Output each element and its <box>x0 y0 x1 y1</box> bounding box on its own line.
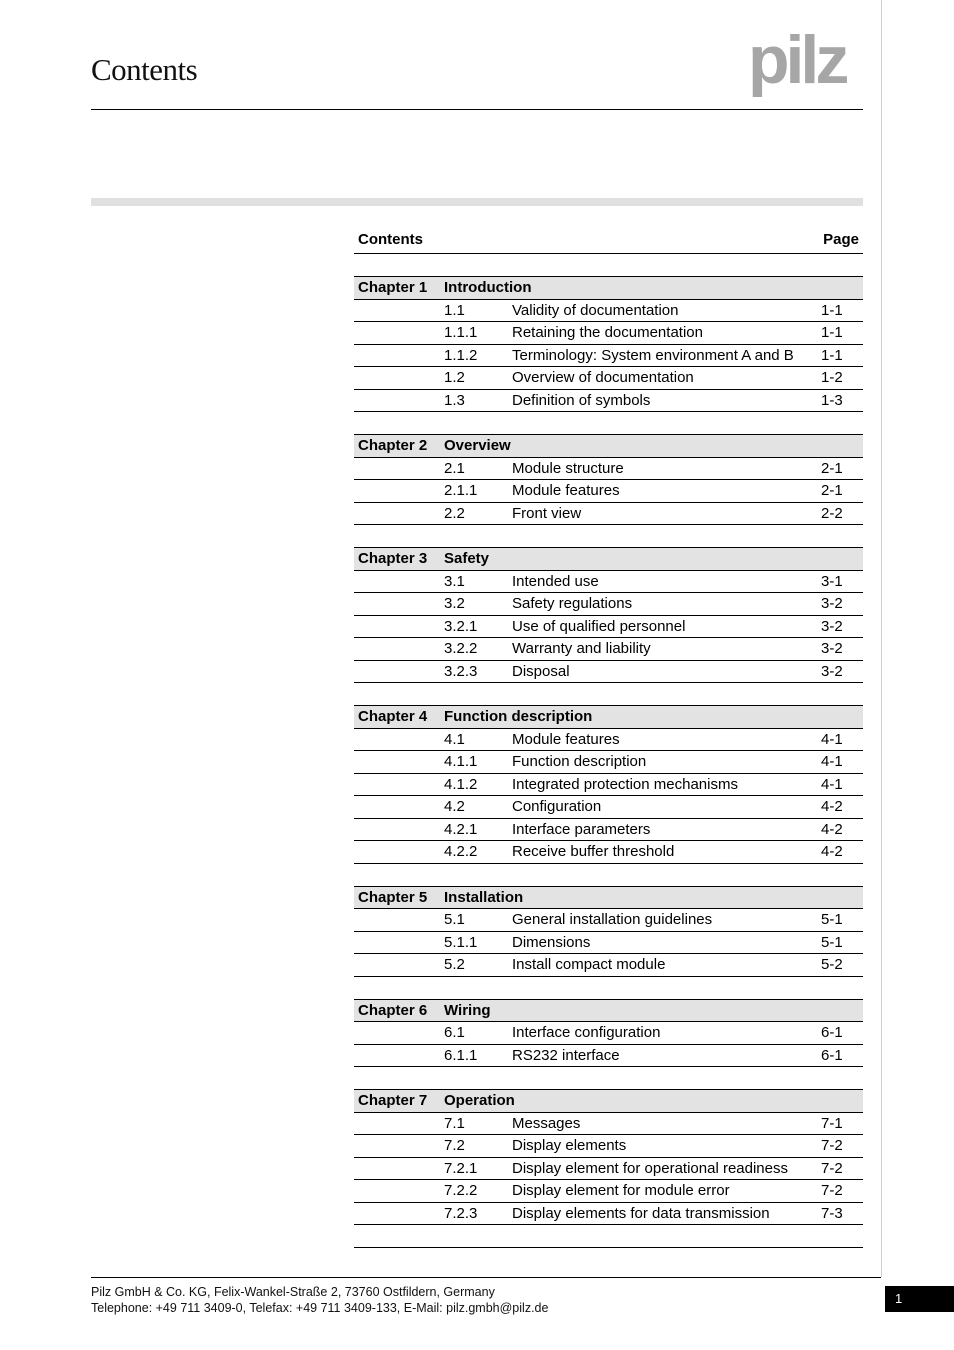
section-number: 2.1.1 <box>444 482 478 499</box>
section-number: 3.2 <box>444 595 465 612</box>
toc-heading: Contents <box>358 231 423 248</box>
section-page: 2-1 <box>821 459 843 477</box>
section-title: Retaining the documentation <box>512 324 703 341</box>
pilz-logo: pilz <box>748 22 846 98</box>
toc-entry-row[interactable] <box>354 954 863 977</box>
section-page: 7-2 <box>821 1137 843 1154</box>
toc-page-heading: Page <box>823 231 859 248</box>
section-number: 1.1 <box>444 301 465 319</box>
section-page: 5-1 <box>821 933 843 951</box>
toc-chapter-row[interactable] <box>354 435 863 458</box>
section-number: 3.2.2 <box>444 640 478 657</box>
toc-chapter-row[interactable] <box>354 277 863 300</box>
section-page: 1-3 <box>821 391 843 409</box>
section-title: Integrated protection mechanisms <box>512 775 738 793</box>
section-page: 1-1 <box>821 324 843 341</box>
right-margin-line <box>881 0 882 1277</box>
toc-entry-row[interactable] <box>354 345 863 368</box>
section-title: General installation guidelines <box>512 911 713 928</box>
toc-entry-row[interactable] <box>354 480 863 503</box>
toc-entry-row[interactable] <box>354 729 863 752</box>
chapter-title: Overview <box>444 437 511 454</box>
section-title: RS232 interface <box>512 1046 620 1064</box>
section-page: 1-2 <box>821 369 843 386</box>
section-page: 7-1 <box>821 1114 843 1132</box>
section-page: 1-1 <box>821 346 843 364</box>
toc-spacer <box>354 525 863 548</box>
section-title: Terminology: System environment A and B <box>512 346 794 364</box>
toc-entry-row[interactable] <box>354 1203 863 1226</box>
toc-entry-row[interactable] <box>354 751 863 774</box>
section-number: 3.2.1 <box>444 617 478 635</box>
section-title: Front view <box>512 504 582 522</box>
section-number: 5.2 <box>444 956 465 973</box>
toc-spacer <box>354 683 863 706</box>
toc-entry-row[interactable] <box>354 1180 863 1203</box>
section-number: 1.1.2 <box>444 346 478 364</box>
section-title: Module features <box>512 482 620 499</box>
toc-entry-row[interactable] <box>354 1158 863 1181</box>
section-title: Dimensions <box>512 933 591 951</box>
section-page: 3-2 <box>821 595 843 612</box>
section-title: Safety regulations <box>512 595 633 612</box>
toc-entry-row[interactable] <box>354 571 863 594</box>
section-number: 2.2 <box>444 504 465 522</box>
chapter-label: Chapter 1 <box>358 279 428 296</box>
toc-entry-row[interactable] <box>354 638 863 661</box>
section-page: 4-2 <box>821 798 843 815</box>
section-number: 3.1 <box>444 572 465 590</box>
section-number: 6.1.1 <box>444 1046 478 1064</box>
section-title: Install compact module <box>512 956 666 973</box>
chapter-label: Chapter 3 <box>358 550 428 567</box>
section-number: 6.1 <box>444 1024 465 1041</box>
toc-entry-row[interactable] <box>354 1045 863 1068</box>
footer-address: Pilz GmbH & Co. KG, Felix-Wankel-Straße 2, 73760 Ostfildern, Germany <box>91 1285 495 1299</box>
section-page: 1-1 <box>821 301 843 319</box>
toc-entry-row[interactable] <box>354 796 863 819</box>
toc-entry-row[interactable] <box>354 1135 863 1158</box>
section-title: Function description <box>512 753 647 770</box>
section-number: 4.2.2 <box>444 843 478 860</box>
toc-spacer <box>354 1067 863 1090</box>
section-title: Interface configuration <box>512 1024 661 1041</box>
chapter-title: Wiring <box>444 1001 491 1019</box>
section-page: 5-1 <box>821 911 843 928</box>
footer-divider <box>91 1277 881 1278</box>
toc-end-spacer <box>354 1225 863 1248</box>
toc-spacer <box>354 412 863 435</box>
section-title: Disposal <box>512 662 570 680</box>
section-page: 5-2 <box>821 956 843 973</box>
section-number: 4.1.2 <box>444 775 478 793</box>
toc-entry-row[interactable] <box>354 593 863 616</box>
toc-entry-row[interactable] <box>354 458 863 481</box>
toc-spacer <box>354 864 863 887</box>
section-title: Receive buffer threshold <box>512 843 675 860</box>
chapter-label: Chapter 7 <box>358 1092 428 1109</box>
toc-entry-row[interactable] <box>354 300 863 323</box>
chapter-label: Chapter 4 <box>358 708 428 725</box>
toc-entry-row[interactable] <box>354 909 863 932</box>
section-page: 7-2 <box>821 1182 843 1199</box>
section-number: 5.1 <box>444 911 465 928</box>
toc-entry-row[interactable] <box>354 367 863 390</box>
section-title: Validity of documentation <box>512 301 679 319</box>
toc-entry-row[interactable] <box>354 1022 863 1045</box>
section-title: Display element for operational readiness <box>512 1159 788 1177</box>
section-title: Module features <box>512 730 620 748</box>
section-page: 4-1 <box>821 775 843 793</box>
footer <box>91 1284 548 1316</box>
section-title: Overview of documentation <box>512 369 694 386</box>
section-page: 3-2 <box>821 617 843 635</box>
chapter-label: Chapter 6 <box>358 1001 428 1019</box>
section-number: 2.1 <box>444 459 465 477</box>
section-page: 4-2 <box>821 843 843 860</box>
section-title: Interface parameters <box>512 820 651 838</box>
section-number: 4.1.1 <box>444 753 478 770</box>
section-title: Display element for module error <box>512 1182 730 1199</box>
chapter-title: Function description <box>444 708 593 725</box>
toc-chapter-row[interactable] <box>354 1000 863 1023</box>
section-number: 1.3 <box>444 391 465 409</box>
toc-entry-row[interactable] <box>354 774 863 797</box>
section-number: 7.1 <box>444 1114 465 1132</box>
section-title: Display elements for data transmission <box>512 1204 770 1222</box>
header-divider <box>91 109 863 110</box>
toc-entry-row[interactable] <box>354 503 863 526</box>
section-title: Definition of symbols <box>512 391 651 409</box>
toc-entry-row[interactable] <box>354 841 863 864</box>
section-page: 4-1 <box>821 753 843 770</box>
toc-header <box>354 226 863 254</box>
section-number: 7.2.2 <box>444 1182 478 1199</box>
section-number: 1.1.1 <box>444 324 478 341</box>
chapter-label: Chapter 2 <box>358 437 428 454</box>
section-page: 4-2 <box>821 820 843 838</box>
section-number: 1.2 <box>444 369 465 386</box>
section-number: 5.1.1 <box>444 933 478 951</box>
section-page: 3-1 <box>821 572 843 590</box>
page-number: 1 <box>885 1286 954 1312</box>
section-title: Intended use <box>512 572 599 590</box>
section-page: 4-1 <box>821 730 843 748</box>
footer-contact: Telephone: +49 711 3409-0, Telefax: +49 711 3409-133, E-Mail: pilz.gmbh@pilz.de <box>91 1301 549 1315</box>
section-number: 7.2.1 <box>444 1159 478 1177</box>
toc-entry-row[interactable] <box>354 322 863 345</box>
chapter-title: Installation <box>444 888 524 906</box>
toc-entry-row[interactable] <box>354 616 863 639</box>
toc-chapter-row[interactable] <box>354 548 863 571</box>
section-page: 2-2 <box>821 504 843 522</box>
section-number: 4.1 <box>444 730 465 748</box>
section-page: 7-3 <box>821 1204 843 1222</box>
toc-spacer <box>354 254 863 277</box>
section-title: Module structure <box>512 459 624 477</box>
section-page: 3-2 <box>821 662 843 680</box>
section-title: Use of qualified personnel <box>512 617 686 635</box>
chapter-label: Chapter 5 <box>358 888 428 906</box>
chapter-title: Introduction <box>444 279 532 296</box>
section-page: 6-1 <box>821 1024 843 1041</box>
table-of-contents <box>354 226 863 1248</box>
section-title: Messages <box>512 1114 581 1132</box>
grey-band <box>91 198 863 206</box>
chapter-title: Safety <box>444 550 490 567</box>
chapter-title: Operation <box>444 1092 515 1109</box>
section-page: 2-1 <box>821 482 843 499</box>
section-title: Warranty and liability <box>512 640 651 657</box>
section-number: 7.2 <box>444 1137 465 1154</box>
section-number: 4.2 <box>444 798 465 815</box>
toc-spacer <box>354 977 863 1000</box>
section-title: Display elements <box>512 1137 627 1154</box>
toc-chapter-row[interactable] <box>354 1090 863 1113</box>
toc-entry-row[interactable] <box>354 819 863 842</box>
section-number: 3.2.3 <box>444 662 478 680</box>
toc-entry-row[interactable] <box>354 932 863 955</box>
toc-chapter-row[interactable] <box>354 706 863 729</box>
toc-chapter-row[interactable] <box>354 887 863 910</box>
section-title: Configuration <box>512 798 602 815</box>
toc-entry-row[interactable] <box>354 390 863 413</box>
section-number: 7.2.3 <box>444 1204 478 1222</box>
page-title: Contents <box>91 52 198 87</box>
section-page: 3-2 <box>821 640 843 657</box>
section-number: 4.2.1 <box>444 820 478 838</box>
section-page: 7-2 <box>821 1159 843 1177</box>
toc-entry-row[interactable] <box>354 661 863 684</box>
section-page: 6-1 <box>821 1046 843 1064</box>
toc-entry-row[interactable] <box>354 1113 863 1136</box>
